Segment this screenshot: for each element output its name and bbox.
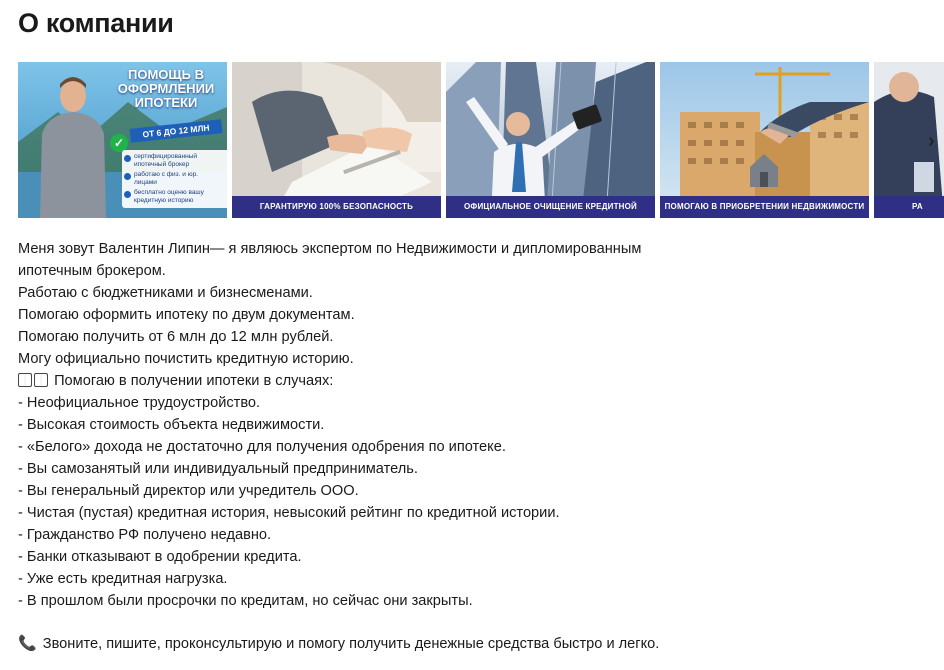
description-line: Помогаю получить от 6 млн до 12 млн рублей. <box>18 329 334 345</box>
banner-headline-1: ПОМОЩЬ В <box>128 67 204 82</box>
banner-features <box>122 150 230 208</box>
cases-heading-line <box>18 370 718 392</box>
case-item: - Вы генеральный директор или учредитель ООО. <box>18 483 359 499</box>
mortgage-banner <box>110 68 222 110</box>
feature-1-line-1: сертифицированный <box>134 153 197 160</box>
gallery-photo-3[interactable] <box>446 62 655 233</box>
feature-2-line-2: лицами <box>134 179 157 186</box>
gallery-caption: ГАРАНТИРУЮ 100% БЕЗОПАСНОСТЬ <box>232 196 441 218</box>
bullet-icon <box>124 191 131 198</box>
gallery-photo-1[interactable] <box>18 62 227 218</box>
bullet-icon <box>124 173 131 180</box>
case-item: - «Белого» дохода не достаточно для получения одобрения по ипотеке. <box>18 439 506 455</box>
banner-headline-2: ОФОРМЛЕНИИ <box>117 81 215 96</box>
book-icon <box>18 373 32 387</box>
case-item: - Высокая стоимость объекта недвижимости. <box>18 417 325 433</box>
feature-3-line-1: бесплатно оценю вашу <box>134 189 204 196</box>
feature-2-line-1: работаю с физ. и юр. <box>134 171 198 178</box>
contact-text: Звоните, пишите, проконсультирую и помогу получить денежные средства быстро и легко. <box>42 636 660 652</box>
bullet-icon <box>124 155 131 162</box>
description-line: Помогаю оформить ипотеку по двум документам. <box>18 307 355 323</box>
case-item: - Гражданство РФ получено недавно. <box>18 527 272 543</box>
description-line: Работаю с бюджетниками и бизнесменами. <box>18 285 313 301</box>
description-line: Меня зовут Валентин Липин— я являюсь экспертом по Недвижимости и дипломированным <box>18 241 642 257</box>
case-item: - Уже есть кредитная нагрузка. <box>18 571 228 587</box>
feature-3-line-2: кредитную историю <box>134 197 194 204</box>
gallery-caption: ПОМОГАЮ В ПРИОБРЕТЕНИИ НЕДВИЖИМОСТИ <box>660 196 869 218</box>
description-line: Могу официально почистить кредитную историю. <box>18 351 354 367</box>
company-description <box>18 238 718 612</box>
gallery-caption: РА <box>874 196 944 218</box>
check-icon: ✓ <box>110 134 128 152</box>
page-title: О компании <box>18 8 174 38</box>
photo-gallery <box>18 62 924 233</box>
case-item: - Банки отказывают в одобрении кредита. <box>18 549 302 565</box>
gallery-photo-2[interactable] <box>232 62 441 218</box>
case-item: - Вы самозанятый или индивидуальный предприниматель. <box>18 461 418 477</box>
gallery-caption: ОФИЦИАЛЬНОЕ ОЧИЩЕНИЕ КРЕДИТНОЙ ИСТОРИИ <box>446 196 655 218</box>
banner-headline-3: ИПОТЕКИ <box>134 95 198 110</box>
feature-1-line-2: ипотечный брокер <box>134 161 190 168</box>
book-icon <box>34 373 48 387</box>
case-item: - В прошлом были просрочки по кредитам, но сейчас они закрыты. <box>18 593 473 609</box>
banner-amount: ОТ 6 ДО 12 МЛН <box>130 119 223 143</box>
contact-line <box>18 634 659 652</box>
gallery-photo-4[interactable] <box>660 62 869 218</box>
chevron-right-icon[interactable]: › <box>928 130 935 152</box>
case-item: - Чистая (пустая) кредитная история, невысокий рейтинг по кредитной истории. <box>18 505 560 521</box>
phone-icon: 📞 <box>18 635 37 652</box>
description-line: ипотечным брокером. <box>18 263 166 279</box>
cases-heading: Помогаю в получении ипотеки в случаях: <box>54 373 334 389</box>
case-item: - Неофициальное трудоустройство. <box>18 395 261 411</box>
